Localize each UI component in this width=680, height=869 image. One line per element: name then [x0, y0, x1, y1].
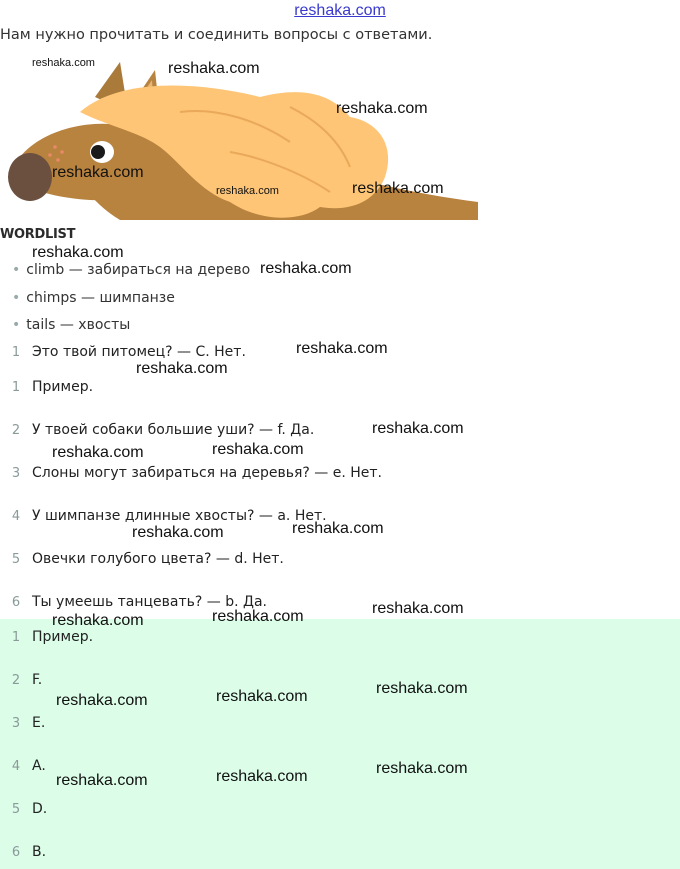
watermark: reshaka.com [56, 692, 148, 709]
watermark: reshaka.com [132, 524, 224, 541]
site-link[interactable]: reshaka.com [294, 2, 386, 19]
watermark: reshaka.com [376, 760, 468, 777]
watermark: reshaka.com [216, 688, 308, 705]
watermark: reshaka.com [372, 600, 464, 617]
question-row: 4 У шимпанзе длинные хвосты? — а. Нет. [11, 508, 327, 524]
answer-row: 5 D. [11, 801, 48, 817]
answer-row: 6 B. [11, 844, 47, 860]
answer-row: 2 F. [11, 672, 43, 688]
watermark: reshaka.com [52, 444, 144, 461]
question-row: 3 Слоны могут забираться на деревья? — е. Нет. [11, 465, 383, 481]
answer-row: 1 Пример. [11, 629, 94, 645]
wordlist-item: • tails — хвосты [12, 317, 131, 333]
watermark: reshaka.com [32, 244, 124, 261]
watermark: reshaka.com [136, 360, 228, 377]
answers-panel [0, 619, 680, 869]
answer-row: 4 A. [11, 758, 46, 774]
watermark: reshaka.com [372, 420, 464, 437]
question-row: 5 Овечки голубого цвета? — d. Нет. [11, 551, 284, 567]
watermark: reshaka.com [376, 680, 468, 697]
watermark: reshaka.com [296, 340, 388, 357]
question-row: 2 У твоей собаки большие уши? — f. Да. [11, 422, 315, 438]
watermark: reshaka.com [212, 608, 304, 625]
wordlist-item: • climb — забираться на дерево [12, 262, 251, 278]
question-row: 6 Ты умеешь танцевать? — b. Да. [11, 594, 267, 610]
watermark: reshaka.com [292, 520, 384, 537]
wordlist-title: WORDLIST [0, 227, 76, 242]
watermark: reshaka.com [52, 612, 144, 629]
watermark: reshaka.com [352, 180, 444, 197]
question-row: 1 Пример. [11, 379, 94, 395]
watermark: reshaka.com [260, 260, 352, 277]
watermark: reshaka.com [168, 60, 260, 77]
wordlist-item: • chimps — шимпанзе [12, 290, 175, 306]
horse-muzzle [8, 153, 52, 201]
watermark: reshaka.com [52, 164, 144, 181]
watermark: reshaka.com [336, 100, 428, 117]
watermark: reshaka.com [216, 185, 279, 197]
watermark: reshaka.com [32, 57, 95, 69]
question-row: 1 Это твой питомец? — С. Нет. [11, 344, 246, 360]
answer-row: 3 E. [11, 715, 46, 731]
watermark: reshaka.com [56, 772, 148, 789]
watermark: reshaka.com [212, 441, 304, 458]
watermark: reshaka.com [216, 768, 308, 785]
intro-text: Нам нужно прочитать и соединить вопросы с ответами. [0, 27, 433, 43]
